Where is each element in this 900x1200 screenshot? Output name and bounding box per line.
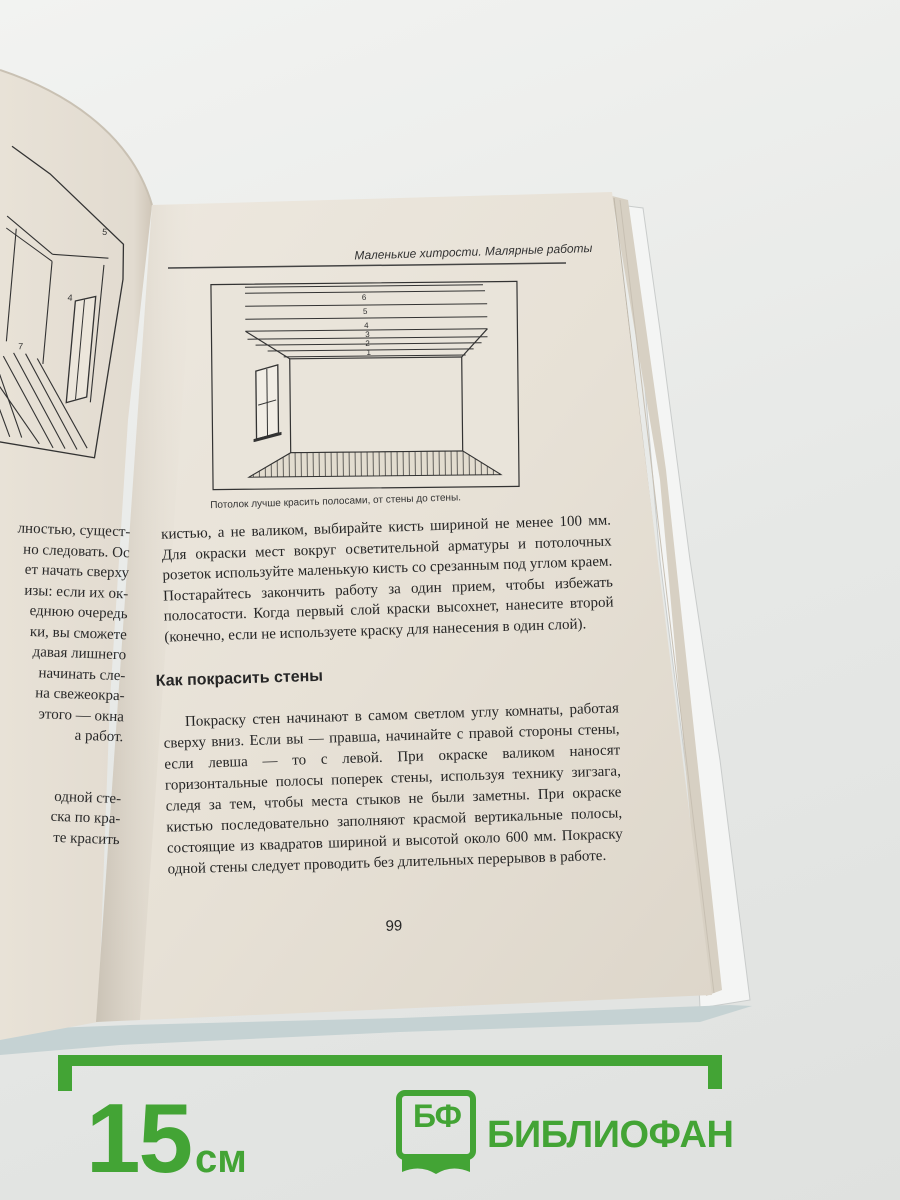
left-page-line: этого — окна <box>38 705 125 725</box>
left-page-line: ска по кра- <box>50 808 121 828</box>
left-page-line: еднюю очередь <box>29 602 128 623</box>
left-page-line: ки, вы сможете <box>29 623 128 643</box>
strip-label-6: 6 <box>361 292 367 303</box>
left-page-line: но следовать. Ос <box>22 541 130 561</box>
left-page-line: изы: если их ок- <box>24 582 129 602</box>
brand-logo-text: БФ <box>413 1098 461 1134</box>
ruler-unit: см <box>195 1137 247 1181</box>
brand-logo <box>397 1092 477 1174</box>
paragraph-brush-advice: кистью, а не валиком, выбирайте кисть шириной не менее 100 мм. Для окраски мест вокруг осветительной арматуры и потолочных розеток используйте маленькую кисть со срезанным под углом краем. Постарайтесь закончить работу за один прием, чтобы избежать полосатости. Когда первый слой краски высохнет, нанесите второй (конечно, если не используете краску для нанесения в один слой). <box>160 512 614 646</box>
figure-caption: Потолок лучше красить полосами, от стены до стены. <box>210 492 462 512</box>
left-page-line: лностью, сущест- <box>17 520 131 541</box>
strip-label-2: 2 <box>365 338 370 348</box>
ruler-label <box>86 1082 247 1195</box>
brand-name: БИБЛИОФАН <box>487 1114 734 1156</box>
right-page-text <box>113 202 638 1007</box>
left-figure-label-4: 4 <box>67 292 73 303</box>
left-page-text <box>0 518 131 912</box>
page-number: 99 <box>385 917 403 935</box>
strip-label-1: 1 <box>366 347 371 357</box>
section-heading: Как покрасить стены <box>155 667 324 690</box>
strip-label-4: 4 <box>364 320 369 331</box>
left-page-line: на свежеокра- <box>34 685 125 705</box>
paragraph-wall-painting: Покраску стен начинают в самом светлом углу комнаты, работая сверху вниз. Если вы — правша, начинайте с правой стороны стены, если левша — то с левой. При окраске валиком наносят горизонтальные полосы поперек стены, используя технику зигзага, следя за тем, чтобы места стыков не были заметны. При окраске кистью последовательно заполняют красмой вертикальные полосы, состоящие из квадратов шириной и высотой около 600 мм. Покраску одной стены следует проводить без длительных перерывов в работе. <box>163 700 624 878</box>
left-page-line: давая лишнего <box>32 644 127 664</box>
left-page-line: ет начать сверху <box>24 561 130 582</box>
running-head: Маленькие хитрости. Малярные работы <box>354 241 593 263</box>
left-page-line: одной сте- <box>54 788 122 807</box>
ruler-value: 15 <box>86 1083 192 1193</box>
left-page-line: а работ. <box>74 727 124 746</box>
strip-label-3: 3 <box>365 329 370 339</box>
left-page-line: начинать сле- <box>38 664 126 684</box>
left-figure-label-7: 7 <box>17 341 24 352</box>
strip-label-5: 5 <box>362 306 368 317</box>
left-page-line: те красить <box>52 829 120 848</box>
left-figure-label-5: 5 <box>101 226 108 238</box>
